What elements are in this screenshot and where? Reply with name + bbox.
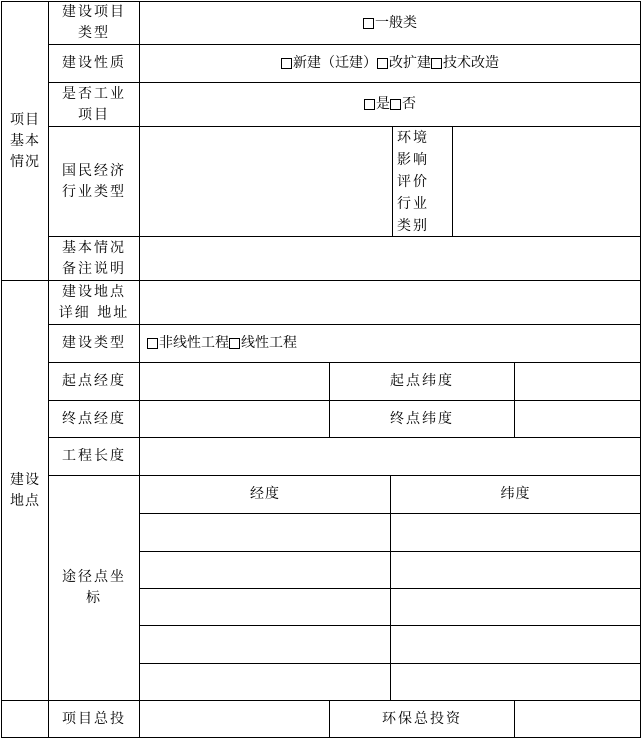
remarks-label: 基本情况 备注说明 bbox=[62, 239, 126, 277]
industrial-options bbox=[140, 83, 640, 126]
length-input[interactable] bbox=[140, 438, 640, 475]
eia-category-input[interactable] bbox=[453, 127, 640, 236]
start-lng-label: 起点经度 bbox=[62, 373, 126, 389]
option-label: 线性工程 bbox=[241, 335, 297, 351]
start-lng-label-cell bbox=[49, 363, 139, 400]
option-label: 新建（迁建） bbox=[293, 55, 377, 71]
waypoints-col-lat-label: 纬度 bbox=[500, 486, 531, 502]
table-border-bottom bbox=[1, 737, 641, 738]
total-investment-label-cell bbox=[49, 701, 139, 737]
waypoints-col-lng-label: 经度 bbox=[250, 486, 280, 502]
address-label: 建设地点 详细 地址 bbox=[58, 283, 130, 321]
waypoint-lng-input[interactable] bbox=[140, 664, 390, 700]
env-investment-label-cell bbox=[330, 701, 514, 737]
economy-type-label: 国民经济 行业类型 bbox=[62, 162, 126, 200]
end-lat-label-cell bbox=[330, 401, 514, 437]
waypoint-lat-input[interactable] bbox=[391, 589, 640, 625]
option-label: 技术改造 bbox=[443, 55, 499, 71]
start-lat-input[interactable] bbox=[515, 363, 640, 400]
eia-category-label: 环境影响评价行业类别 bbox=[397, 129, 429, 234]
end-lat-label: 终点纬度 bbox=[390, 410, 454, 427]
eia-category-label-cell bbox=[397, 127, 452, 236]
option-general[interactable] bbox=[363, 13, 417, 34]
checkbox[interactable] bbox=[431, 58, 442, 69]
checkbox[interactable] bbox=[363, 18, 374, 29]
end-lng-input[interactable] bbox=[140, 401, 329, 437]
checkbox[interactable] bbox=[364, 99, 375, 110]
waypoint-lat-input[interactable] bbox=[391, 552, 640, 588]
option-label: 否 bbox=[402, 96, 416, 112]
option-new-build[interactable] bbox=[281, 53, 377, 74]
waypoints-col-lng bbox=[140, 476, 390, 513]
remarks-input[interactable] bbox=[140, 237, 640, 280]
waypoint-lat-input[interactable] bbox=[391, 626, 640, 663]
checkbox[interactable] bbox=[229, 338, 240, 349]
economy-type-label-cell bbox=[49, 127, 139, 236]
option-label: 一般类 bbox=[375, 14, 417, 31]
waypoints-label-cell bbox=[49, 476, 139, 700]
option-tech-upgrade[interactable] bbox=[431, 53, 499, 74]
waypoint-lat-input[interactable] bbox=[391, 664, 640, 700]
option-label: 非线性工程 bbox=[159, 335, 229, 351]
start-lat-label-cell bbox=[330, 363, 514, 400]
industrial-label: 是否工业 项目 bbox=[62, 85, 126, 123]
total-investment-label: 项目总投 bbox=[62, 710, 126, 727]
project-type-label-cell bbox=[49, 2, 139, 44]
nature-label-cell bbox=[49, 45, 139, 82]
start-lat-label: 起点纬度 bbox=[390, 373, 454, 389]
section-location bbox=[2, 281, 48, 700]
env-investment-label: 环保总投资 bbox=[382, 710, 462, 727]
nature-options bbox=[140, 45, 640, 82]
column-divider bbox=[392, 126, 393, 236]
checkbox[interactable] bbox=[147, 338, 158, 349]
length-label-cell bbox=[49, 438, 139, 475]
option-non-linear[interactable] bbox=[147, 333, 229, 354]
construction-type-label: 建设类型 bbox=[62, 335, 126, 351]
waypoint-lng-input[interactable] bbox=[140, 552, 390, 588]
project-type-label: 建设项目 类型 bbox=[62, 4, 126, 41]
length-label: 工程长度 bbox=[62, 448, 126, 464]
checkbox[interactable] bbox=[390, 99, 401, 110]
end-lat-input[interactable] bbox=[515, 401, 640, 437]
waypoints-col-lat bbox=[391, 476, 640, 513]
checkbox[interactable] bbox=[281, 58, 292, 69]
option-label: 是 bbox=[376, 96, 390, 112]
project-type-options bbox=[140, 2, 640, 44]
env-investment-input[interactable] bbox=[515, 701, 640, 737]
checkbox[interactable] bbox=[377, 58, 388, 69]
end-lng-label: 终点经度 bbox=[62, 410, 126, 427]
address-label-cell bbox=[49, 281, 139, 324]
section-basic-info-label: 项目 基本 情况 bbox=[10, 111, 40, 170]
section-location-label: 建设 地点 bbox=[10, 471, 40, 509]
table-border-right bbox=[640, 1, 641, 738]
option-linear[interactable] bbox=[229, 333, 297, 354]
waypoints-label: 途径点坐 标 bbox=[62, 569, 126, 606]
start-lng-input[interactable] bbox=[140, 363, 329, 400]
option-no[interactable] bbox=[390, 94, 416, 115]
waypoint-lng-input[interactable] bbox=[140, 589, 390, 625]
waypoint-lat-input[interactable] bbox=[391, 514, 640, 551]
address-input[interactable] bbox=[140, 281, 640, 324]
option-yes[interactable] bbox=[364, 94, 390, 115]
remarks-label-cell bbox=[49, 237, 139, 280]
construction-type-options bbox=[147, 325, 637, 362]
economy-type-input[interactable] bbox=[140, 127, 392, 236]
option-label: 改扩建 bbox=[389, 55, 431, 71]
construction-type-label-cell bbox=[49, 325, 139, 362]
end-lng-label-cell bbox=[49, 401, 139, 437]
section-basic-info bbox=[2, 2, 48, 280]
waypoint-lng-input[interactable] bbox=[140, 514, 390, 551]
option-expansion[interactable] bbox=[377, 53, 431, 74]
total-investment-input[interactable] bbox=[140, 701, 329, 737]
waypoint-lng-input[interactable] bbox=[140, 626, 390, 663]
nature-label: 建设性质 bbox=[62, 55, 126, 71]
industrial-label-cell bbox=[49, 83, 139, 126]
